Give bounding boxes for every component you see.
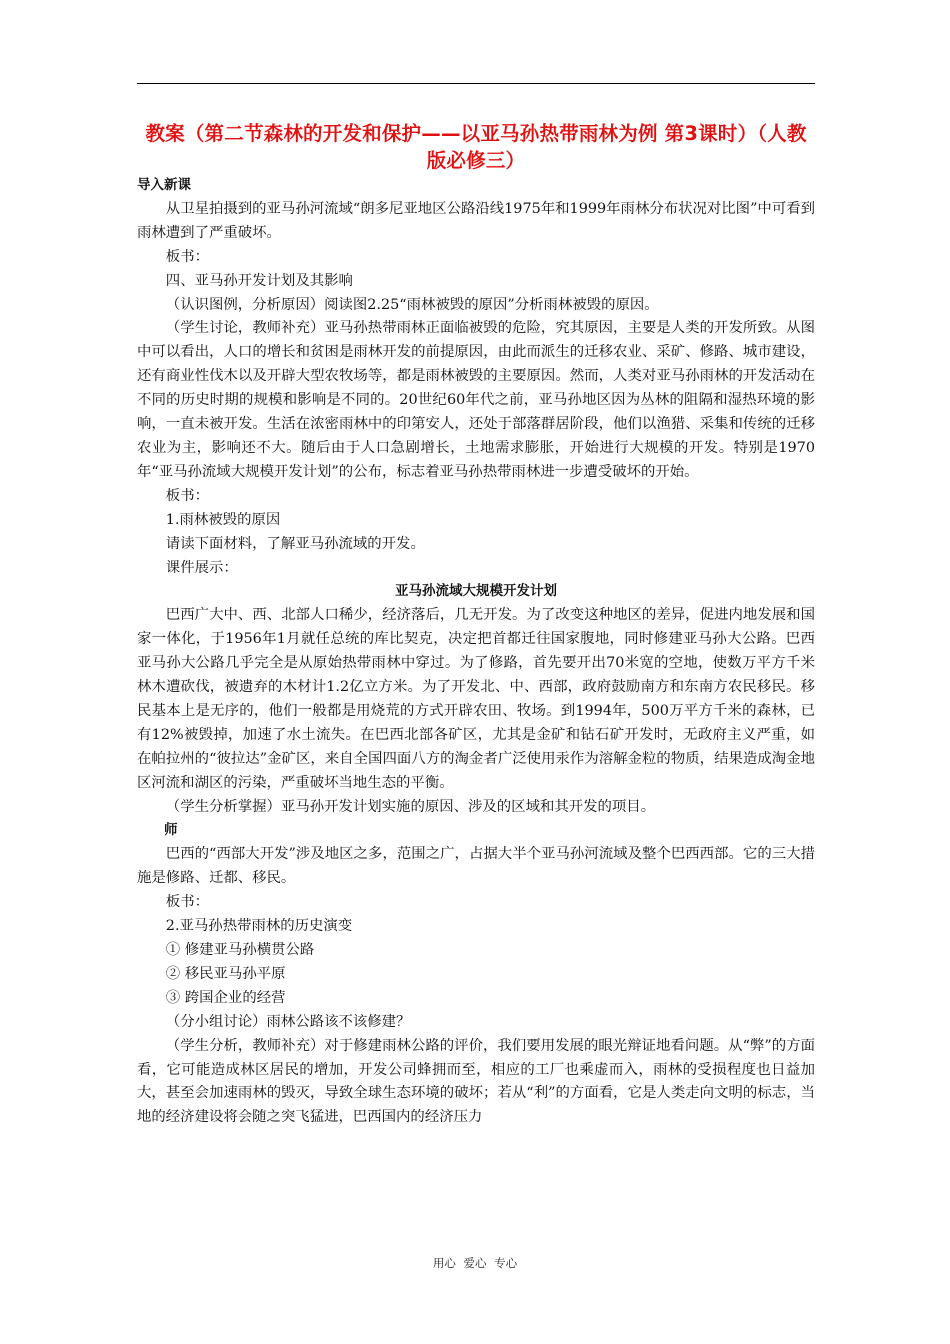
list-item: ① 修建亚马孙横贯公路 bbox=[165, 942, 315, 958]
header-rule bbox=[137, 83, 815, 84]
document-body bbox=[137, 174, 815, 1130]
document-page bbox=[137, 120, 815, 1130]
document-title: 教案（第二节森林的开发和保护——以亚马孙热带雨林为例 第3课时）（人教版必修三） bbox=[145, 122, 807, 172]
board-item: 1.雨林被毁的原因 bbox=[165, 511, 281, 528]
paragraph: 请读下面材料，了解亚马孙流域的开发。 bbox=[165, 535, 425, 552]
paragraph: （分小组讨论）雨林公路该不该修建？ bbox=[165, 1013, 411, 1030]
paragraph: （学生分析，教师补充）对于修建雨林公路的评价，我们要用发展的眼光辩证地看问题。从“弊”的方面看，它可能造成林区居民的增加，开发公司蜂拥而至，相应的工厂也乘虚而入，雨林的受损程度也日益加大，甚至会加速雨林的毁灭，导致全球生态环境的破坏；若从“利”的方面看，它是人类走向文明的标志，当地的经济建设将会随之突飞猛进，巴西国内的经济压力 bbox=[137, 1037, 815, 1126]
list-item: ② 移民亚马孙平原 bbox=[165, 965, 286, 982]
list-item: ③ 跨国企业的经营 bbox=[165, 989, 286, 1006]
paragraph: 从卫星拍摄到的亚马孙河流域“朗多尼亚地区公路沿线1975年和1999年雨林分布状况对比图”中可看到雨林遭到了严重破坏。 bbox=[137, 200, 815, 241]
paragraph: （学生分析掌握）亚马孙开发计划实施的原因、涉及的区域和其开发的项目。 bbox=[165, 798, 656, 815]
paragraph: 巴西的“西部大开发”涉及地区之多，范围之广，占据大半个亚马孙河流域及整个巴西西部。它的三大措施是修路、迁都、移民。 bbox=[137, 846, 815, 887]
material-title: 亚马孙流域大规模开发计划 bbox=[395, 583, 557, 600]
board-item: 四、亚马孙开发计划及其影响 bbox=[165, 272, 353, 289]
board-label: 板书： bbox=[165, 487, 209, 504]
section-heading-intro: 导入新课 bbox=[137, 177, 191, 193]
board-label: 板书： bbox=[165, 248, 209, 265]
board-label: 板书： bbox=[165, 894, 209, 911]
paragraph: 课件展示： bbox=[165, 559, 238, 576]
teacher-label: 师 bbox=[164, 822, 178, 839]
page-footer: 用心 爱心 专心 bbox=[432, 1256, 518, 1270]
board-item: 2.亚马孙热带雨林的历史演变 bbox=[165, 918, 353, 935]
paragraph: （认识图例，分析原因）阅读图2.25“雨林被毁的原因”分析雨林被毁的原因。 bbox=[165, 296, 659, 313]
material-paragraph: 巴西广大中、西、北部人口稀少，经济落后，几无开发。为了改变这种地区的差异，促进内地发展和国家一体化，于1956年1月就任总统的库比契克，决定把首都迁往国家腹地，同时修建亚马孙大公路。巴西亚马孙大公路几乎完全是从原始热带雨林中穿过。为了修路，首先要开出70米宽的空地，使数万平方千米林木遭砍伐，被遗弃的木材计1.2亿立方米。为了开发北、中、西部，政府鼓励南方和东南方农民移民。移民基本上是无序的，他们一般都是用烧荒的方式开辟农田、牧场。到1994年，500万平方千米的森林，已有12%被毁掉，加速了水土流失。在巴西北部各矿区，尤其是金矿和钻石矿开发时，无政府主义严重，如在帕拉州的“彼拉达”金矿区，来自全国四面八方的淘金者广泛使用汞作为溶解金粒的物质，结果造成淘金地区河流和湖区的污染，严重破坏当地生态的平衡。 bbox=[137, 607, 815, 791]
paragraph: （学生讨论，教师补充）亚马孙热带雨林正面临被毁的危险，究其原因，主要是人类的开发所致。从图中可以看出，人口的增长和贫困是雨林开发的前提原因，由此而派生的迁移农业、采矿、修路、城市建设，还有商业性伐木以及开辟大型农牧场等，都是雨林被毁的主要原因。然而，人类对亚马孙雨林的开发活动在不同的历史时期的规模和影响是不同的。20世纪60年代之前，亚马孙地区因为丛林的阻隔和湿热环境的影响，一直未被开发。生活在浓密雨林中的印第安人，还处于部落群居阶段，他们以渔猎、采集和传统的迁移农业为主，影响还不大。随后由于人口急剧增长，土地需求膨胀，开始进行大规模的开发。特别是1970年“亚马孙流域大规模开发计划”的公布，标志着亚马孙热带雨林进一步遭受破坏的开始。 bbox=[137, 320, 815, 480]
